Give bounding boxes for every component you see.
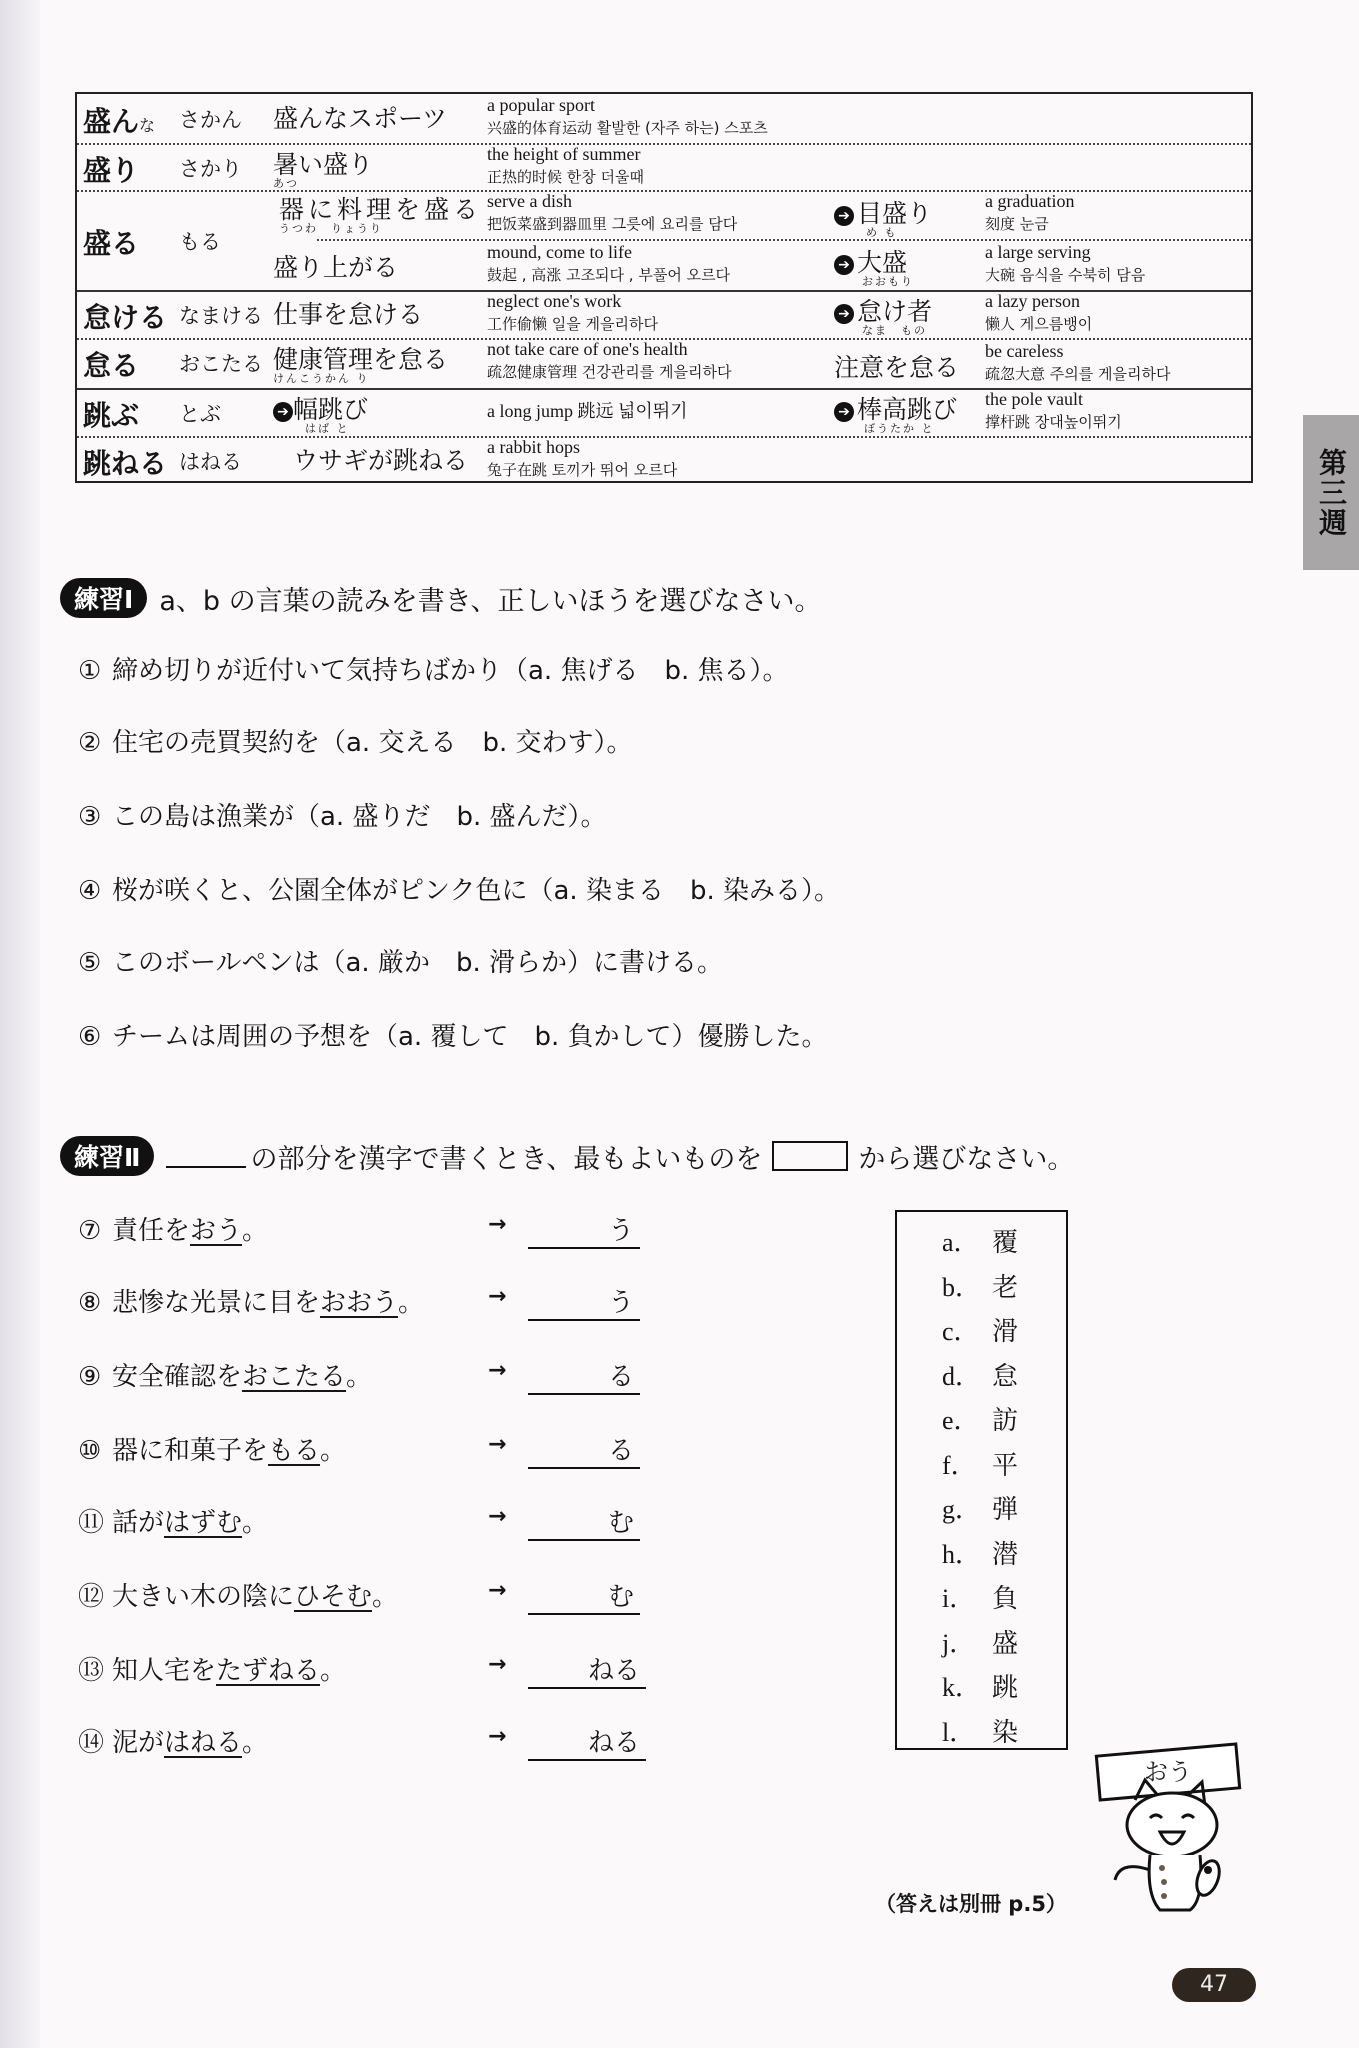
choice-g[interactable]: g． 弾 (942, 1495, 1019, 1525)
choice-e[interactable]: e． 訪 (942, 1406, 1019, 1436)
answer-field-12[interactable]: む (528, 1576, 640, 1615)
vocab-example: ウサギが跳ねる (293, 446, 469, 475)
exercise1-header (60, 578, 822, 618)
cat-mascot-icon (1090, 1740, 1250, 1930)
answer-field-13[interactable]: ねる (528, 1650, 646, 1689)
answer-field-10[interactable]: る (528, 1430, 640, 1469)
arrow-right-icon: ➔ (834, 402, 854, 422)
vocab-kanji: 跳ねる (83, 447, 168, 480)
page-edge-shadow (0, 0, 40, 2048)
mascot-sign-text: おう (1144, 1758, 1192, 1786)
choice-l[interactable]: l． 染 (942, 1717, 1019, 1748)
derived-gloss: a lazy person 懒人 게으름뱅이 (985, 291, 1093, 333)
vocab-example: 健康管理を怠る けんこうかん り (273, 345, 449, 385)
exercise2-badge: 練習Ⅱ (60, 1136, 154, 1176)
answer-field-9[interactable]: る (528, 1356, 640, 1395)
vocab-reading: とぶ (179, 402, 221, 426)
derived-word: ➔ 怠け者 なま もの (834, 292, 932, 328)
vocab-row (77, 388, 1251, 438)
choice-j[interactable]: j． 盛 (942, 1628, 1019, 1659)
question-1: ① 締め切りが近付いて気持ちばかり（a. 焦げる b. 焦る）。 (78, 656, 789, 686)
exercise2-header (60, 1136, 1074, 1176)
exercise1-instruction: a、b の言葉の読みを書き、正しいほうを選びなさい。 (159, 585, 822, 617)
exercise2-instruction-part2: から選びなさい。 (858, 1143, 1075, 1175)
vocab-reading: はねる (179, 450, 242, 474)
answer-field-7[interactable]: う (528, 1210, 640, 1249)
derived-gloss: be careless 疏忽大意 주의를 게을리하다 (985, 341, 1171, 383)
vocab-gloss: a long jump 跳远 넓이뛰기 (487, 401, 688, 421)
derived-word: ➔ 目盛り め も (834, 194, 932, 230)
choice-b[interactable]: b． 老 (942, 1272, 1019, 1303)
question-2: ② 住宅の売買契約を（a. 交える b. 交わす）。 (78, 728, 633, 758)
vocab-reading: さかり (179, 157, 242, 181)
choice-a[interactable]: a． 覆 (942, 1228, 1019, 1258)
arrow-right-icon: → (488, 1652, 507, 1677)
vocab-reading: もる (179, 230, 221, 254)
question-12: ⑫ 大きい木の陰にひそむ。 (78, 1582, 399, 1612)
arrow-right-icon: → (488, 1724, 507, 1749)
choice-d[interactable]: d． 怠 (942, 1361, 1019, 1392)
choice-k[interactable]: k． 跳 (942, 1673, 1019, 1703)
arrow-right-icon: ➔ (834, 206, 854, 226)
chapter-tab[interactable]: 第三週 (1303, 415, 1359, 570)
vocab-example: ➔ 幅跳び はば と (273, 390, 368, 426)
vocab-example: 盛り上がる (273, 253, 399, 282)
arrow-right-icon: ➔ (834, 304, 854, 324)
box-sample (772, 1141, 848, 1171)
arrow-right-icon: ➔ (273, 402, 293, 422)
question-4: ④ 桜が咲くと、公園全体がピンク色に（a. 染まる b. 染みる）。 (78, 876, 840, 906)
question-9: ⑨ 安全確認をおこたる。 (78, 1362, 373, 1392)
vocab-kanji: 怠ける (83, 301, 168, 334)
vocab-kanji: 盛んな (83, 105, 156, 138)
arrow-right-icon: ➔ (834, 255, 854, 275)
vocab-row (77, 190, 1251, 292)
exercise1-badge: 練習Ⅰ (60, 578, 147, 618)
vocab-example: 仕事を怠ける (273, 300, 424, 329)
choice-i[interactable]: i． 負 (942, 1584, 1019, 1614)
vocab-kanji: 盛る (83, 227, 140, 260)
vocab-reading: なまける (179, 304, 263, 328)
question-10: ⑩ 器に和菓子をもる。 (78, 1436, 347, 1466)
derived-gloss: the pole vault 撑杆跳 장대높이뛰기 (985, 389, 1122, 431)
arrow-right-icon: → (488, 1578, 507, 1603)
arrow-right-icon: → (488, 1284, 507, 1309)
derived-word: 注意を怠る (834, 353, 960, 382)
kanji-choices-box (895, 1210, 1068, 1750)
vocab-gloss: serve a dish 把饭菜盛到器皿里 그릇에 요리를 담다 (487, 191, 738, 233)
vocab-kanji: 怠る (83, 349, 140, 382)
underline-sample (166, 1144, 246, 1168)
vocab-row (77, 338, 1251, 390)
answer-reference-note: （答えは別冊 p.5） (875, 1892, 1067, 1916)
vocab-example: 盛んなスポーツ (273, 104, 448, 133)
question-13: ⑬ 知人宅をたずねる。 (78, 1656, 347, 1686)
vocab-row (77, 290, 1251, 340)
vocab-table (75, 92, 1253, 483)
derived-word: ➔ 棒高跳び ぼうたか と (834, 390, 957, 426)
choice-h[interactable]: h． 潜 (942, 1539, 1019, 1570)
arrow-right-icon: → (488, 1212, 507, 1237)
vocab-example: 器に料理を盛る うつわ りょうり (279, 195, 483, 235)
arrow-right-icon: → (488, 1358, 507, 1383)
question-6: ⑥ チームは周囲の予想を（a. 覆して b. 負かして）優勝した。 (78, 1022, 828, 1052)
exercise2-instruction-part1: の部分を漢字で書くとき、最もよいものを (250, 1143, 763, 1175)
vocab-reading: さかん (179, 108, 242, 132)
derived-gloss: a large serving 大碗 음식을 수북히 담음 (985, 242, 1146, 284)
arrow-right-icon: → (488, 1504, 507, 1529)
page-number-badge: 47 (1172, 1968, 1256, 2002)
arrow-right-icon: → (488, 1432, 507, 1457)
question-8: ⑧ 悲惨な光景に目をおおう。 (78, 1288, 425, 1318)
question-3: ③ この島は漁業が（a. 盛りだ b. 盛んだ）。 (78, 802, 607, 832)
answer-field-11[interactable]: む (528, 1502, 640, 1541)
question-14: ⑭ 泥がはねる。 (78, 1728, 269, 1758)
vocab-gloss: a rabbit hops 兔子在跳 토끼가 뛰어 오르다 (487, 437, 678, 479)
choice-c[interactable]: c． 滑 (942, 1317, 1019, 1347)
choice-f[interactable]: f． 平 (942, 1450, 1019, 1481)
question-11: ⑪ 話がはずむ。 (78, 1508, 269, 1538)
vocab-row (77, 436, 1251, 481)
vocab-kanji: 跳ぶ (83, 399, 140, 432)
vocab-gloss: the height of summer 正热的时候 한창 더울때 (487, 144, 644, 186)
answer-field-8[interactable]: う (528, 1282, 640, 1321)
question-5: ⑤ このボールペンは（a. 厳か b. 滑らか）に書ける。 (78, 948, 723, 978)
vocab-gloss: neglect one's work 工作偷懒 일을 게을리하다 (487, 291, 658, 333)
answer-field-14[interactable]: ねる (528, 1722, 646, 1761)
question-7: ⑦ 責任をおう。 (78, 1216, 269, 1246)
vocab-row (77, 94, 1251, 145)
derived-gloss: a graduation 刻度 눈금 (985, 191, 1075, 233)
vocab-reading: おこたる (179, 352, 263, 376)
vocab-kanji: 盛り (83, 154, 140, 187)
vocab-gloss: mound, come to life 鼓起 , 高涨 고조되다 , 부풀어 오르다 (487, 242, 731, 284)
vocab-row (77, 143, 1251, 192)
vocab-gloss: a popular sport 兴盛的体育运动 활발한 (자주 하는) 스포츠 (487, 95, 768, 137)
vocab-gloss: not take care of one's health 疏忽健康管理 건강관리를 게을리하다 (487, 339, 732, 381)
vocab-example: 暑い盛り あつ (273, 150, 374, 190)
derived-word: ➔ 大盛 おおもり (834, 243, 907, 279)
